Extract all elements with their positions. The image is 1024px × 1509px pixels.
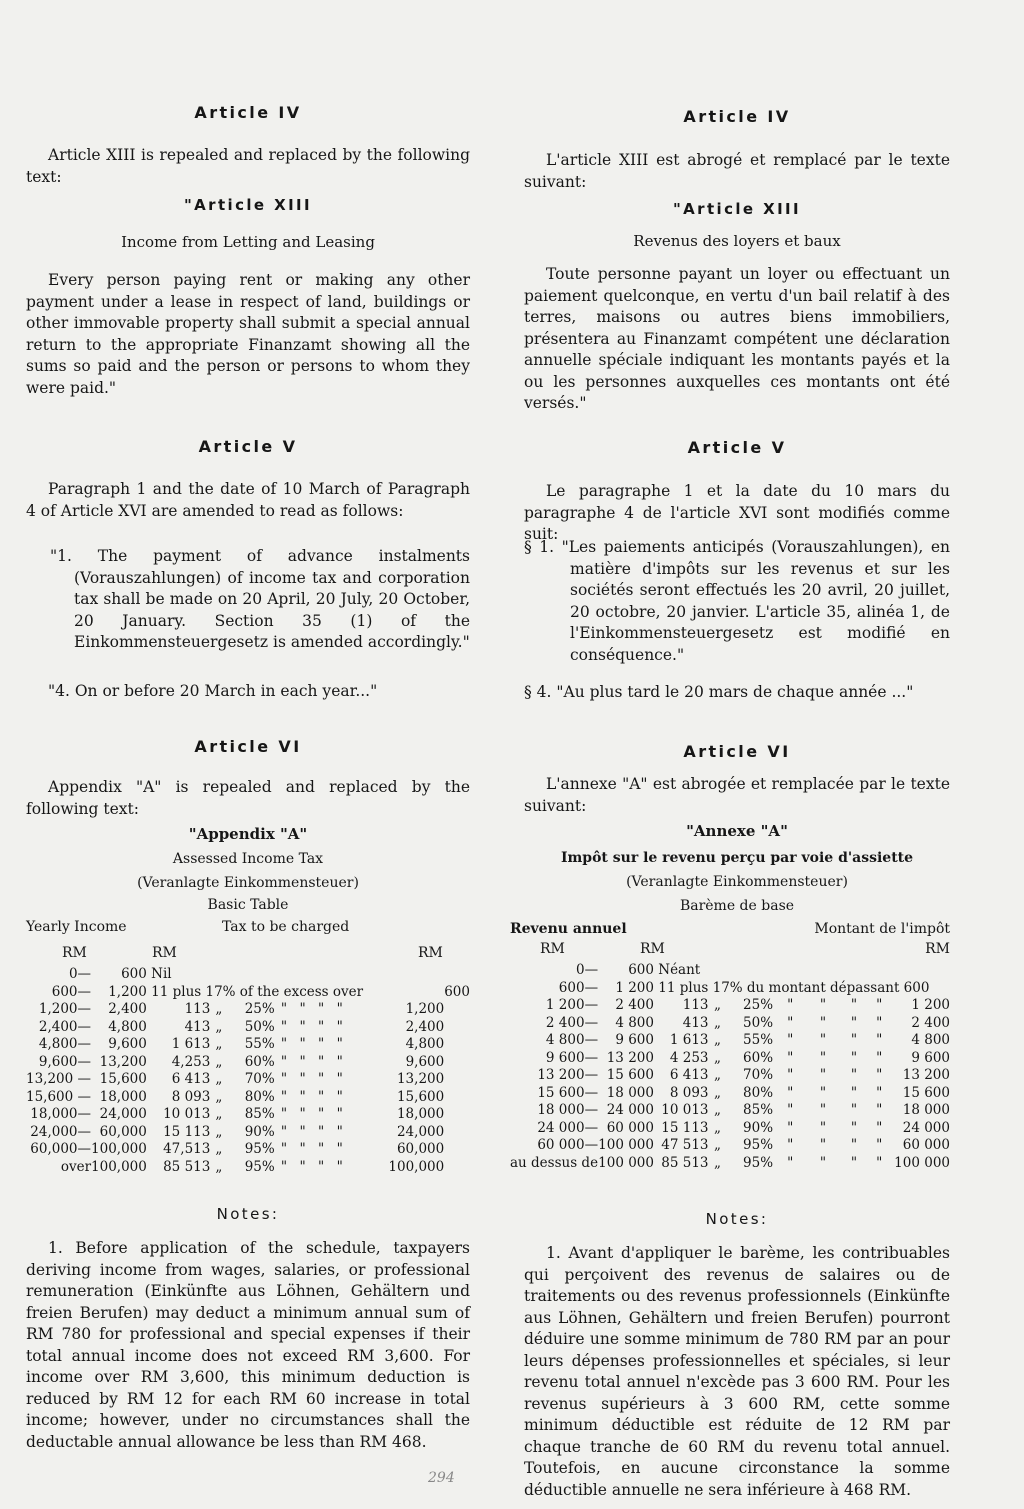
income-from: 15 600— xyxy=(537,1084,599,1101)
ditto-mark: " xyxy=(318,1018,325,1035)
excess-over: 100 000 xyxy=(894,1154,950,1171)
table-row xyxy=(26,1054,470,1072)
ditto-mark: " xyxy=(280,1123,288,1140)
ditto-mark: " xyxy=(318,1106,325,1122)
ditto-mark: " xyxy=(336,1141,343,1157)
ditto-mark: „ xyxy=(215,1036,223,1052)
excess-over: 24,000 xyxy=(396,1123,445,1140)
en-article-4-heading: Article IV xyxy=(194,103,302,122)
en-unit-tax: RM xyxy=(152,945,177,961)
tax-base: 6 413 xyxy=(669,1067,709,1083)
fr-col-income: Revenu annuel xyxy=(510,921,627,937)
tax-rate: 85% xyxy=(244,1106,275,1122)
table-row xyxy=(26,1124,470,1142)
income-from: 13 200— xyxy=(537,1067,599,1083)
table-row xyxy=(510,997,950,1015)
ditto-mark: " xyxy=(819,1137,827,1153)
tax-base: 8 093 xyxy=(171,1088,211,1105)
tax-base: 85 513 xyxy=(163,1158,211,1175)
ditto-mark: " xyxy=(280,1071,288,1087)
tax-base: 15 113 xyxy=(661,1119,709,1136)
income-from: 600— xyxy=(51,983,92,1000)
income-to: 4,800 xyxy=(108,1018,147,1035)
ditto-mark: " xyxy=(787,1014,794,1031)
tax-base: 113 xyxy=(682,997,709,1013)
income-to: 100 000 xyxy=(598,1137,654,1153)
income-to: 18,000 xyxy=(99,1088,147,1105)
ditto-mark: " xyxy=(336,1036,343,1052)
table-row xyxy=(510,1067,950,1085)
ditto-mark: " xyxy=(876,1067,883,1083)
en-unit-income: RM xyxy=(62,945,87,961)
ditto-mark: „ xyxy=(215,1018,223,1035)
excess-over: 100,000 xyxy=(388,1158,445,1175)
ditto-mark: " xyxy=(336,1123,343,1140)
tax-rate: 50% xyxy=(244,1018,275,1035)
tax-base: 6 413 xyxy=(171,1071,211,1087)
ditto-mark: " xyxy=(819,1049,827,1066)
tax-base: 11 plus 17% du montant dépassant 600 xyxy=(653,979,930,996)
en-table-header xyxy=(26,919,470,939)
en-article-5-para1: "1. The payment of advance instalments (Vorauszahlungen) of income tax and corporation tax shall be made on 20 April, 20 July, 20 October, 20 January. Section 35 (1) of the Einkommensteuergesetz is amended accordingly." xyxy=(50,547,470,651)
excess-over: 600 xyxy=(444,983,470,1000)
table-row xyxy=(510,1137,950,1155)
fr-col-tax: Montant de l'impôt xyxy=(814,921,950,937)
income-to: 24,000 xyxy=(99,1106,147,1122)
table-row xyxy=(26,966,470,984)
tax-rate: 80% xyxy=(244,1088,275,1105)
ditto-mark: " xyxy=(787,1137,794,1153)
fr-article-5-para4: § 4. "Au plus tard le 20 mars de chaque année ..." xyxy=(524,683,914,701)
ditto-mark: " xyxy=(299,1123,306,1140)
tax-rate: 90% xyxy=(244,1123,275,1140)
tax-base: 4,253 xyxy=(171,1053,211,1070)
ditto-mark: " xyxy=(299,1071,306,1087)
ditto-mark: " xyxy=(819,1067,827,1083)
income-from: 60 000— xyxy=(537,1137,599,1153)
ditto-mark: " xyxy=(299,1053,306,1070)
income-to: 1,200 xyxy=(108,983,147,1000)
table-row xyxy=(510,1102,950,1120)
ditto-mark: „ xyxy=(215,1141,223,1157)
tax-base: 413 xyxy=(682,1014,709,1031)
ditto-mark: " xyxy=(336,1088,343,1105)
income-to: 15,600 xyxy=(99,1071,147,1087)
income-from: 60,000— xyxy=(30,1141,92,1157)
ditto-mark: " xyxy=(787,997,794,1013)
ditto-mark: " xyxy=(819,1154,827,1171)
table-row xyxy=(510,962,950,980)
income-from: au dessus de xyxy=(510,1154,599,1171)
ditto-mark: „ xyxy=(215,1123,223,1140)
ditto-mark: „ xyxy=(215,1001,223,1017)
table-row xyxy=(26,1106,470,1124)
fr-article-6-intro: L'annexe "A" est abrogée et remplacée par le texte suivant: xyxy=(524,775,950,815)
income-to: 60,000 xyxy=(99,1123,147,1140)
income-to: 60 000 xyxy=(606,1119,654,1136)
ditto-mark: " xyxy=(280,1018,288,1035)
ditto-mark: " xyxy=(318,1001,325,1017)
fr-unit-over: RM xyxy=(925,941,950,957)
income-from: 13,200 — xyxy=(26,1071,92,1087)
excess-over: 15 600 xyxy=(902,1084,950,1101)
ditto-mark: " xyxy=(819,1084,827,1101)
ditto-mark: " xyxy=(850,1137,858,1153)
ditto-mark: " xyxy=(819,1032,827,1048)
excess-over: 18 000 xyxy=(902,1102,950,1118)
en-table-title-1: Assessed Income Tax xyxy=(172,851,324,867)
income-to: 18 000 xyxy=(606,1084,654,1101)
ditto-mark: „ xyxy=(713,1137,721,1153)
ditto-mark: „ xyxy=(215,1053,223,1070)
en-unit-over: RM xyxy=(418,945,443,961)
tax-rate: 25% xyxy=(244,1001,275,1017)
en-col-tax: Tax to be charged xyxy=(222,919,350,935)
tax-base: 10 013 xyxy=(661,1102,709,1118)
tax-base: 113 xyxy=(184,1001,211,1017)
ditto-mark: " xyxy=(299,1018,306,1035)
tax-base: 1 613 xyxy=(171,1036,211,1052)
ditto-mark: " xyxy=(787,1049,794,1066)
ditto-mark: " xyxy=(299,1158,306,1175)
income-to: 2 400 xyxy=(615,997,654,1013)
en-article-4-intro: Article XIII is repealed and replaced by the following text: xyxy=(26,146,470,186)
ditto-mark: " xyxy=(318,1053,325,1070)
en-article-13-heading: "Article XIII xyxy=(183,196,313,214)
tax-base: Néant xyxy=(653,962,701,978)
income-to: 9,600 xyxy=(108,1036,147,1052)
ditto-mark: " xyxy=(336,1018,343,1035)
excess-over: 15,600 xyxy=(396,1088,445,1105)
tax-rate: 60% xyxy=(244,1053,275,1070)
en-appendix-heading: "Appendix "A" xyxy=(188,825,308,843)
en-article-6-intro: Appendix "A" is repealed and replaced by the following text: xyxy=(26,778,470,818)
income-from: 2 400— xyxy=(545,1014,599,1031)
en-article-5-heading: Article V xyxy=(198,437,298,456)
en-table-title-3: Basic Table xyxy=(207,897,289,913)
ditto-mark: " xyxy=(336,1071,343,1087)
income-from: 1,200— xyxy=(38,1001,92,1017)
fr-unit-tax: RM xyxy=(640,941,665,957)
excess-over: 9 600 xyxy=(911,1049,950,1066)
ditto-mark: " xyxy=(876,997,883,1013)
ditto-mark: " xyxy=(336,1158,343,1175)
fr-article-13-heading: "Article XIII xyxy=(672,200,802,218)
income-to: 13,200 xyxy=(99,1053,147,1070)
fr-appendix-heading: "Annexe "A" xyxy=(686,822,788,840)
en-notes-heading: Notes: xyxy=(216,1205,280,1223)
tax-base: 4 253 xyxy=(669,1049,709,1066)
ditto-mark: " xyxy=(850,1032,858,1048)
income-to: 600 xyxy=(121,966,147,982)
excess-over: 2 400 xyxy=(911,1014,950,1031)
ditto-mark: " xyxy=(876,1049,883,1066)
en-income-tax-table xyxy=(26,966,470,1176)
fr-article-13-title: Revenus des loyers et baux xyxy=(633,232,841,250)
table-row xyxy=(510,980,950,998)
ditto-mark: " xyxy=(318,1123,325,1140)
fr-table-header xyxy=(510,921,950,941)
en-table-title-2: (Veranlagte Einkommensteuer) xyxy=(137,875,359,891)
ditto-mark: " xyxy=(280,1106,288,1122)
tax-rate: 85% xyxy=(743,1102,774,1118)
excess-over: 60,000 xyxy=(396,1141,445,1157)
ditto-mark: " xyxy=(318,1141,325,1157)
income-from: 4,800— xyxy=(38,1036,92,1052)
excess-over: 4,800 xyxy=(405,1036,445,1052)
income-to: 13 200 xyxy=(606,1049,654,1066)
ditto-mark: „ xyxy=(215,1106,223,1122)
ditto-mark: „ xyxy=(215,1088,223,1105)
income-to: 24 000 xyxy=(606,1102,654,1118)
income-to: 9 600 xyxy=(615,1032,654,1048)
ditto-mark: " xyxy=(876,1102,883,1118)
ditto-mark: " xyxy=(318,1071,325,1087)
table-row xyxy=(26,1089,470,1107)
table-row xyxy=(26,1001,470,1019)
fr-income-tax-table xyxy=(510,962,950,1172)
income-from: 18,000— xyxy=(30,1106,92,1122)
ditto-mark: " xyxy=(787,1119,794,1136)
fr-table-title-3: Barème de base xyxy=(679,898,795,914)
page-number-mark: 294 xyxy=(428,1470,455,1486)
tax-rate: 90% xyxy=(743,1119,774,1136)
tax-rate: 95% xyxy=(244,1141,275,1157)
tax-rate: 55% xyxy=(244,1036,275,1052)
excess-over: 60 000 xyxy=(902,1137,950,1153)
fr-article-5-para1: § 1. "Les paiements anticipés (Vorauszahlungen), en matière d'impôts sur les revenus et sur les sociétés seront effectués les 20 avril, 20 juillet, 20 octobre, 20 janvier. L'article 35, alinéa 1, de l'Einkommensteuergesetz est modifié en conséquence." xyxy=(524,538,950,664)
tax-base: 47,513 xyxy=(163,1141,211,1157)
tax-rate: 70% xyxy=(743,1067,774,1083)
tax-rate: 95% xyxy=(743,1154,774,1171)
ditto-mark: " xyxy=(850,997,858,1013)
excess-over: 13,200 xyxy=(396,1071,445,1087)
ditto-mark: " xyxy=(280,1053,288,1070)
excess-over: 18,000 xyxy=(396,1106,445,1122)
income-from: 24,000— xyxy=(30,1123,92,1140)
income-from: 24 000— xyxy=(537,1119,599,1136)
fr-table-title-2: (Veranlagte Einkommensteuer) xyxy=(626,874,848,890)
tax-rate: 60% xyxy=(743,1049,774,1066)
excess-over: 2,400 xyxy=(405,1018,445,1035)
ditto-mark: " xyxy=(299,1036,306,1052)
excess-over: 1,200 xyxy=(405,1001,445,1017)
ditto-mark: " xyxy=(318,1088,325,1105)
income-to: 100 000 xyxy=(598,1154,654,1171)
ditto-mark: " xyxy=(876,1084,883,1101)
excess-over xyxy=(444,966,470,984)
table-row xyxy=(26,1071,470,1089)
fr-article-5-heading: Article V xyxy=(687,438,787,457)
income-from: 15,600 — xyxy=(26,1088,92,1105)
ditto-mark: " xyxy=(787,1032,794,1048)
table-row xyxy=(510,1155,950,1173)
en-article-5-intro: Paragraph 1 and the date of 10 March of Paragraph 4 of Article XVI are amended to read as follows: xyxy=(26,480,470,520)
ditto-mark: " xyxy=(336,1001,343,1017)
en-note-1: 1. Before application of the schedule, taxpayers deriving income from wages, salaries, or professional remuneration (Einkünfte aus Löhnen, Gehältern und freien Berufen) may deduct a minimum annual sum of RM 780 for professional and special expenses if their total annual income does not exceed RM 3,600. For income over RM 3,600, this minimum deduction is reduced by RM 12 for each RM 60 increase in total income; however, under no circumstances shall the deductable annual allowance be less than RM 468. xyxy=(26,1239,470,1451)
en-article-6-heading: Article VI xyxy=(194,737,302,756)
tax-rate: 50% xyxy=(743,1014,774,1031)
en-article-13-title: Income from Letting and Leasing xyxy=(121,233,375,251)
ditto-mark: " xyxy=(850,1067,858,1083)
fr-article-6-heading: Article VI xyxy=(683,742,791,761)
tax-base: 8 093 xyxy=(669,1084,709,1101)
tax-base: 85 513 xyxy=(661,1154,709,1171)
income-from: over xyxy=(60,1158,92,1175)
income-to: 100,000 xyxy=(91,1141,147,1157)
ditto-mark: " xyxy=(819,1119,827,1136)
ditto-mark: " xyxy=(819,997,827,1013)
ditto-mark: „ xyxy=(713,1102,721,1118)
tax-base: 413 xyxy=(184,1018,211,1035)
table-row xyxy=(26,1036,470,1054)
table-row xyxy=(510,1120,950,1138)
ditto-mark: " xyxy=(280,1001,288,1017)
fr-note-1: 1. Avant d'appliquer le barème, les contribuables qui perçoivent des revenus de salaires ou de traitements ou des revenus professionnels (Einkünfte aus Löhnen, Gehältern und freien Berufen) pourront déduire une somme minimum de 780 RM par an pour leurs dépenses professionnelles et spéciales, si leur revenu total annuel n'excède pas 3 600 RM. Pour les revenus supérieurs à 3 600 RM, cette somme minimum déductible est réduite de 12 RM par chaque tranche de 60 RM du revenu total annuel. Toutefois, en aucune circonstance la somme déductible annuelle ne sera inférieure à 468 RM. xyxy=(524,1244,950,1499)
ditto-mark: „ xyxy=(713,1032,721,1048)
ditto-mark: " xyxy=(336,1053,343,1070)
fr-unit-income: RM xyxy=(540,941,565,957)
table-row xyxy=(510,1085,950,1103)
ditto-mark: " xyxy=(280,1158,288,1175)
table-row xyxy=(26,1141,470,1159)
ditto-mark: " xyxy=(819,1102,827,1118)
tax-rate: 55% xyxy=(743,1032,774,1048)
tax-rate: 25% xyxy=(743,997,774,1013)
ditto-mark: " xyxy=(876,1014,883,1031)
ditto-mark: " xyxy=(850,1014,858,1031)
income-from: 2,400— xyxy=(38,1018,92,1035)
fr-article-4-heading: Article IV xyxy=(683,107,791,126)
en-col-income: Yearly Income xyxy=(26,919,127,935)
income-from: 4 800— xyxy=(545,1032,599,1048)
ditto-mark: " xyxy=(318,1036,325,1052)
ditto-mark: " xyxy=(336,1106,343,1122)
fr-table-title-1: Impôt sur le revenu perçu par voie d'assiette xyxy=(560,850,914,866)
tax-base: 15 113 xyxy=(163,1123,211,1140)
ditto-mark: " xyxy=(787,1102,794,1118)
en-article-13-body: Every person paying rent or making any other payment under a lease in respect of land, buildings or other immovable property shall submit a special annual return to the appropriate Finanzamt showing all the sums so paid and the person or persons to whom they were paid." xyxy=(26,271,470,397)
income-to: 2,400 xyxy=(108,1001,147,1017)
ditto-mark: „ xyxy=(713,1154,721,1171)
ditto-mark: „ xyxy=(713,1049,721,1066)
table-row xyxy=(26,1159,470,1177)
income-from: 0— xyxy=(68,966,92,982)
fr-notes-heading: Notes: xyxy=(705,1210,769,1228)
excess-over: 4 800 xyxy=(911,1032,950,1048)
excess-over: 1 200 xyxy=(911,997,950,1013)
ditto-mark: " xyxy=(280,1141,288,1157)
table-row xyxy=(26,1019,470,1037)
ditto-mark: " xyxy=(299,1141,306,1157)
ditto-mark: „ xyxy=(713,1084,721,1101)
tax-rate: 80% xyxy=(743,1084,774,1101)
income-to: 100,000 xyxy=(91,1158,147,1175)
ditto-mark: " xyxy=(280,1036,288,1052)
ditto-mark: " xyxy=(819,1014,827,1031)
ditto-mark: " xyxy=(299,1001,306,1017)
ditto-mark: " xyxy=(787,1067,794,1083)
ditto-mark: " xyxy=(318,1158,325,1175)
ditto-mark: " xyxy=(876,1137,883,1153)
ditto-mark: " xyxy=(850,1102,858,1118)
income-from: 9,600— xyxy=(38,1053,92,1070)
table-row xyxy=(510,1015,950,1033)
ditto-mark: " xyxy=(876,1119,883,1136)
ditto-mark: „ xyxy=(215,1071,223,1087)
ditto-mark: " xyxy=(850,1119,858,1136)
excess-over: 13 200 xyxy=(902,1067,950,1083)
fr-article-4-intro: L'article XIII est abrogé et remplacé par le texte suivant: xyxy=(524,151,950,191)
ditto-mark: „ xyxy=(713,1014,721,1031)
ditto-mark: " xyxy=(299,1106,306,1122)
ditto-mark: " xyxy=(876,1154,883,1171)
income-to: 1 200 xyxy=(615,979,654,996)
fr-table-units xyxy=(524,941,950,961)
table-row xyxy=(26,984,470,1002)
income-from: 1 200— xyxy=(545,997,599,1013)
en-table-units xyxy=(26,945,470,965)
tax-base: 10 013 xyxy=(163,1106,211,1122)
table-row xyxy=(510,1032,950,1050)
ditto-mark: „ xyxy=(713,1067,721,1083)
tax-rate: 95% xyxy=(743,1137,774,1153)
income-to: 4 800 xyxy=(615,1014,654,1031)
tax-base: 1 613 xyxy=(669,1032,709,1048)
ditto-mark: " xyxy=(299,1088,306,1105)
income-from: 9 600— xyxy=(545,1049,599,1066)
excess-over: 24 000 xyxy=(902,1119,950,1136)
fr-article-5-intro: Le paragraphe 1 et la date du 10 mars du paragraphe 4 de l'article XVI sont modifiés comme suit: xyxy=(524,482,950,543)
ditto-mark: " xyxy=(876,1032,883,1048)
tax-rate: 70% xyxy=(244,1071,275,1087)
ditto-mark: " xyxy=(280,1088,288,1105)
excess-over: 9,600 xyxy=(405,1053,445,1070)
ditto-mark: „ xyxy=(713,997,721,1013)
ditto-mark: " xyxy=(850,1084,858,1101)
ditto-mark: " xyxy=(787,1154,794,1171)
income-from: 0— xyxy=(575,962,599,978)
en-article-5-para4: "4. On or before 20 March in each year..." xyxy=(48,682,378,700)
ditto-mark: „ xyxy=(215,1158,223,1175)
fr-article-13-body: Toute personne payant un loyer ou effectuant un paiement quelconque, en vertu d'un bail relatif à des terres, maisons ou autres biens immobiliers, présentera au Finanzamt compétent une déclaration annuelle spéciale indiquant les montants payés et la ou les personnes auxquelles ces montants ont été versés." xyxy=(524,265,950,412)
ditto-mark: „ xyxy=(713,1119,721,1136)
income-to: 15 600 xyxy=(606,1067,654,1083)
income-from: 18 000— xyxy=(537,1102,599,1118)
table-row xyxy=(510,1050,950,1068)
income-from: 600— xyxy=(558,979,599,996)
tax-base: 11 plus 17% of the excess over xyxy=(146,983,364,1000)
tax-base: Nil xyxy=(146,966,172,982)
ditto-mark: " xyxy=(850,1154,858,1171)
income-to: 600 xyxy=(628,962,654,978)
ditto-mark: " xyxy=(850,1049,858,1066)
tax-rate: 95% xyxy=(244,1158,275,1175)
tax-base: 47 513 xyxy=(661,1137,709,1153)
ditto-mark: " xyxy=(787,1084,794,1101)
